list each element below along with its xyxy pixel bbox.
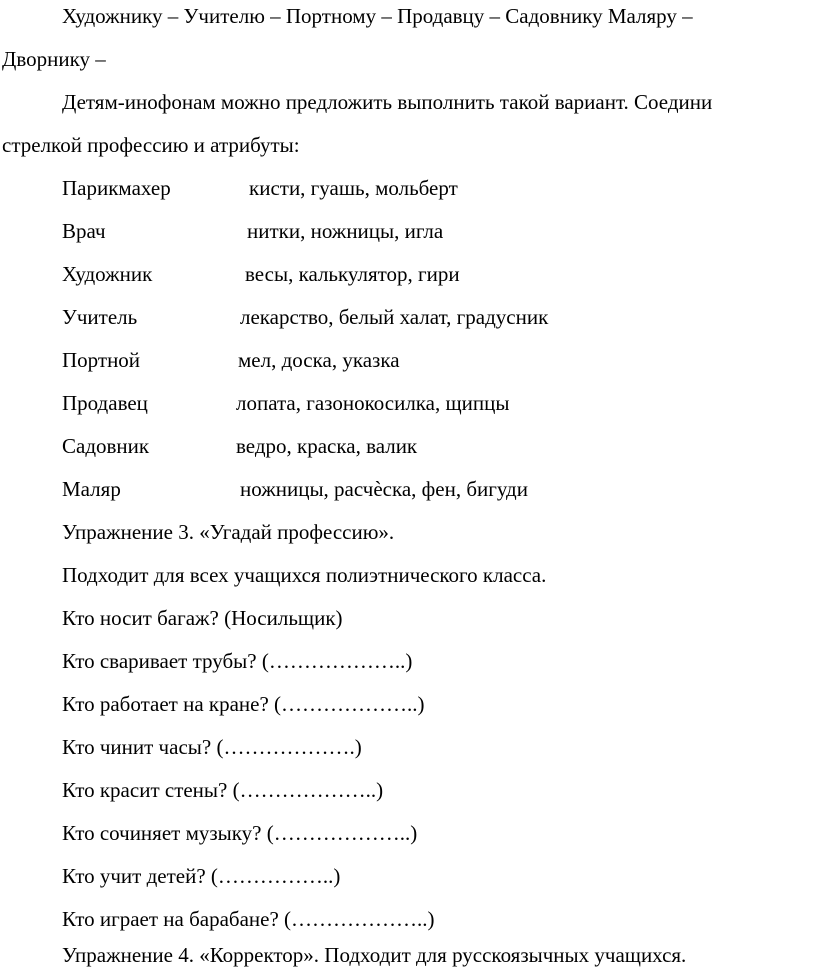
- exercise-3-note: Подходит для всех учащихся полиэтнического класса.: [62, 563, 547, 587]
- profession-item: Учитель: [62, 305, 138, 329]
- attributes-item: лекарство, белый халат, градусник: [240, 305, 549, 329]
- question-item: Кто учит детей? (……………..): [62, 864, 341, 888]
- intro-line-3: Детям-инофонам можно предложить выполнить такой вариант. Соедини: [62, 90, 713, 114]
- exercise-4-title: Упражнение 4. «Корректор». Подходит для русскоязычных учащихся.: [62, 943, 687, 967]
- attributes-item: ножницы, расчѐска, фен, бигуди: [240, 477, 528, 501]
- profession-item: Врач: [62, 219, 106, 243]
- question-item: Кто носит багаж? (Носильщик): [62, 606, 343, 630]
- profession-item: Садовник: [62, 434, 150, 458]
- question-item: Кто чинит часы? (……………….): [62, 735, 362, 759]
- question-item: Кто красит стены? (………………..): [62, 778, 384, 802]
- attributes-item: мел, доска, указка: [238, 348, 400, 372]
- attributes-item: лопата, газонокосилка, щипцы: [236, 391, 510, 415]
- profession-item: Художник: [62, 262, 153, 286]
- attributes-item: ведро, краска, валик: [236, 434, 418, 458]
- profession-item: Продавец: [62, 391, 148, 415]
- profession-item: Парикмахер: [62, 176, 171, 200]
- question-item: Кто сваривает трубы? (………………..): [62, 649, 413, 673]
- exercise-3-title: Упражнение 3. «Угадай профессию».: [62, 520, 395, 544]
- intro-line-1: Художнику – Учителю – Портному – Продавцу – Садовнику Маляру –: [62, 4, 693, 28]
- intro-line-2: Дворнику –: [2, 47, 106, 71]
- intro-line-4: стрелкой профессию и атрибуты:: [2, 133, 300, 157]
- attributes-item: кисти, гуашь, мольберт: [249, 176, 458, 200]
- question-item: Кто играет на барабане? (………………..): [62, 907, 435, 931]
- profession-item: Портной: [62, 348, 141, 372]
- attributes-item: нитки, ножницы, игла: [247, 219, 444, 243]
- question-item: Кто работает на кране? (………………..): [62, 692, 425, 716]
- question-item: Кто сочиняет музыку? (………………..): [62, 821, 418, 845]
- profession-item: Маляр: [62, 477, 121, 501]
- attributes-item: весы, калькулятор, гири: [245, 262, 460, 286]
